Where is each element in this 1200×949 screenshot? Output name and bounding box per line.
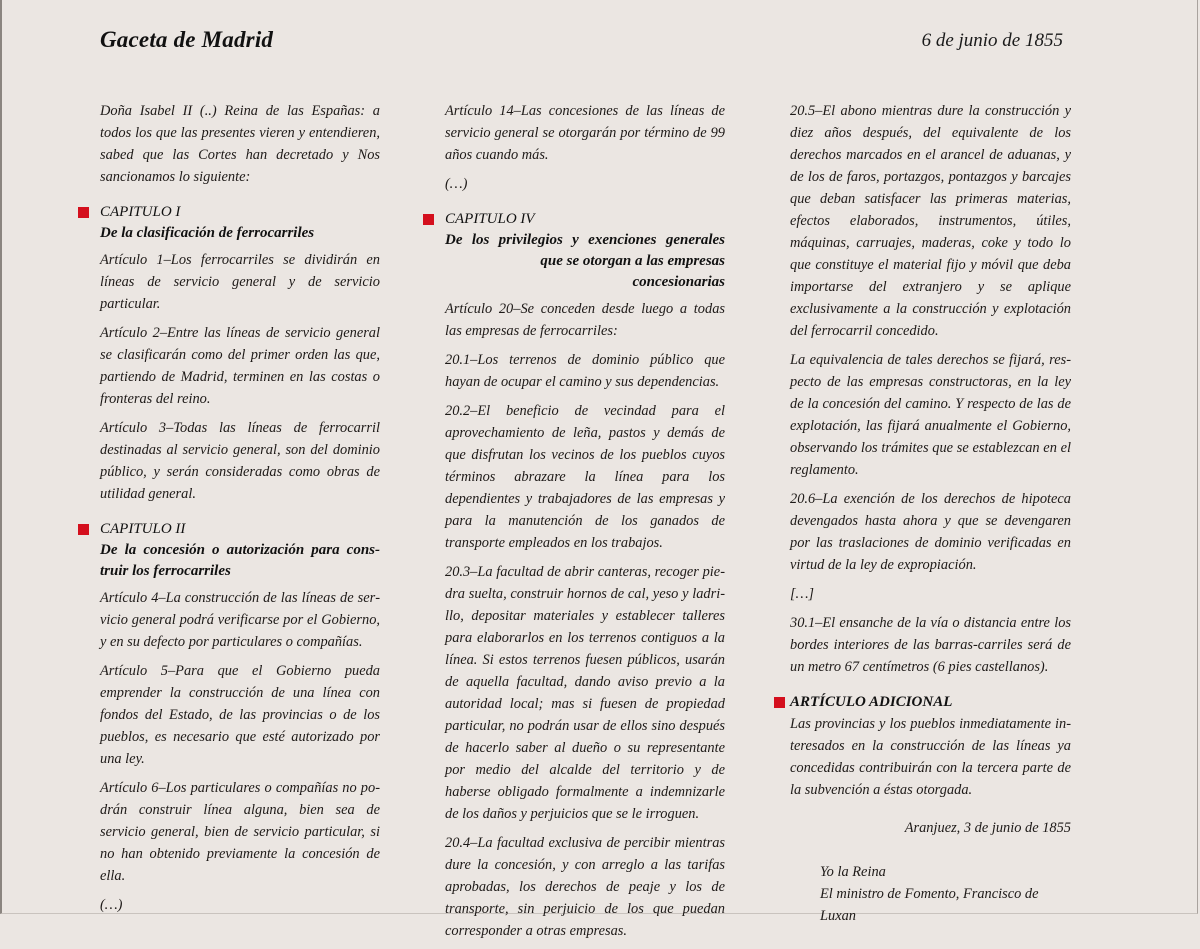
signature-line: Yo la Reina [820,864,886,880]
signature-line: El ministro de Fomento, Francisco de Luxan [820,886,1039,924]
article-paragraph: Artículo 5–Para que el Gobierno pueda emprender la construcción de una línea con fondos del Estado, de las provincias o de los pueblos, es necesario que esté autorizado por una ley. [100,663,380,767]
article-paragraph: 20.6–La exención de los derechos de hipoteca devengados hasta ahora y que se devengaren por las traslaciones de dominio verificadas en virtud de la ley de expropiación. [790,491,1071,573]
article-paragraph: 20.3–La facultad de abrir canteras, recoger piedra suelta, construir hornos de cal, yeso y ladrillo, depositar materiales y establecer talleres para elaborarlos en los terrenos contiguos a la línea. Si estos terrenos fuesen públicos, usarán de aquella facultad, dando aviso previo a la autoridad local; mas si fuesen de propiedad particular, no podrán usar de ellos sino después de hacerlo saber al dueño o su representante por medio del alcalde del territorio y de haberse obligado formalmente a indemnizarle de los daños y perjuicios que se le irroguen. [445,564,725,822]
red-square-bullet-icon [78,207,89,218]
article-paragraph: 20.2–El beneficio de vecindad para el aprovechamiento de leña, pastos y demás de que disfrutan los vecinos de los pueblos cuyos términos abrazare la línea para los dependientes y trabajadores de las empresas y para la manutención de los ganados de transporte empleados en los trabajos. [445,403,725,551]
publication-date: 6 de junio de 1855 [921,30,1063,51]
article-paragraph: 20.4–La facultad exclusiva de percibir mientras dure la concesión, y con arreglo a las tarifas aprobadas, los derechos de peaje y los de transporte, sin perjuicio de los que puedan corresponder a otras empresas. [445,835,725,939]
chapter-2 [100,519,380,916]
article-paragraph: Artículo 6–Los particulares o compañías no podrán construir línea alguna, bien sea de servicio general, bien de servicio particular, si no han obtenido previamente la concesión de ella. [100,780,380,884]
chapter-subtitle-line-1: De los privilegios y exenciones generales [445,232,725,248]
omission-marker: (…) [445,176,468,192]
article-paragraph: Artículo 2–Entre las líneas de servicio general se clasificarán como del primer orden las que, partiendo de Madrid, terminen en las costas o fronteras del reino. [100,325,380,407]
chapter-subtitle: De la concesión o autorización para construir los ferrocarriles [100,542,380,579]
publication-title: Gaceta de Madrid [100,27,274,52]
article-paragraph: Artículo 3–Todas las líneas de ferrocarril destinadas al servicio general, son del dominio público, y serán consideradas como obras de utilidad general. [100,420,380,502]
article-paragraph: La equivalencia de tales derechos se fijará, respecto de las empresas constructoras, en la ley de la concesión del camino. Y respecto de las de explotación, las fijará anualmente el Gobierno, observando los trámites que se establezcan en el reglamento. [790,352,1071,478]
masthead [100,27,1063,59]
chapter-heading: ARTÍCULO ADICIONAL [790,694,953,710]
chapter-4 [445,209,725,942]
column-3 [790,100,1071,927]
intro-paragraph: Doña Isabel II (..) Reina de las Españas: a todos los que las presentes vieren y entendieren, sabed que las Cortes han decretado y Nos sancionamos lo siguiente: [100,103,380,185]
red-square-bullet-icon [78,524,89,535]
article-paragraph: Artículo 14–Las concesiones de las líneas de servicio general se otorgarán por término de 99 años cuando más. [445,103,725,163]
omission-marker: […] [790,586,814,602]
chapter-heading: CAPITULO I [100,204,181,220]
red-square-bullet-icon [423,214,434,225]
chapter-heading: CAPITULO IV [445,211,535,227]
additional-article [790,692,1071,801]
article-paragraph: Las provincias y los pueblos inmediatamente interesados en la construcción de las líneas ya concedidas contribuirán con la tercera parte de la subvención a éstas otorgada. [790,716,1071,798]
chapter-heading: CAPITULO II [100,521,186,537]
chapter-1 [100,202,380,505]
column-2 [445,100,725,949]
place-and-date: Aranjuez, 3 de junio de 1855 [904,820,1071,836]
column-1 [100,100,380,923]
article-paragraph: 30.1–El ensanche de la vía o distancia entre los bordes interiores de las barras-carriles será de un metro 67 centímetros (6 pies castellanos). [790,615,1071,675]
chapter-subtitle: De la clasificación de ferrocarriles [100,225,315,241]
signatures [790,861,1071,927]
omission-marker: (…) [100,897,123,913]
article-paragraph: Artículo 4–La construcción de las líneas de servicio general podrá verificarse por el Gobierno, y en su defecto por particulares o compañías. [100,590,380,650]
red-square-bullet-icon [774,697,785,708]
article-paragraph: Artículo 20–Se conceden desde luego a todas las empresas de ferrocarriles: [445,301,725,339]
article-paragraph: 20.5–El abono mientras dure la construcción y diez años después, del equivalente de los derechos marcados en el arancel de aduanas, y de los de faros, portazgos, pontazgos y barcajes que deban satisfacer las primeras materias, efectos elaborados, instrumentos, útiles, máquinas, carruajes, maderas, coke y todo lo que constituye el material fijo y móvil que deba importarse del extranjero y se aplique exclusivamente a la construcción y explotación del ferrocarril concedido. [790,103,1071,339]
article-paragraph: Artículo 1–Los ferrocarriles se dividirán en líneas de servicio general y de servicio particular. [100,252,380,312]
chapter-subtitle-line-2: que se otorgan a las empresas concesionarias [540,253,725,290]
article-paragraph: 20.1–Los terrenos de dominio público que hayan de ocupar el camino y sus dependencias. [445,352,725,390]
